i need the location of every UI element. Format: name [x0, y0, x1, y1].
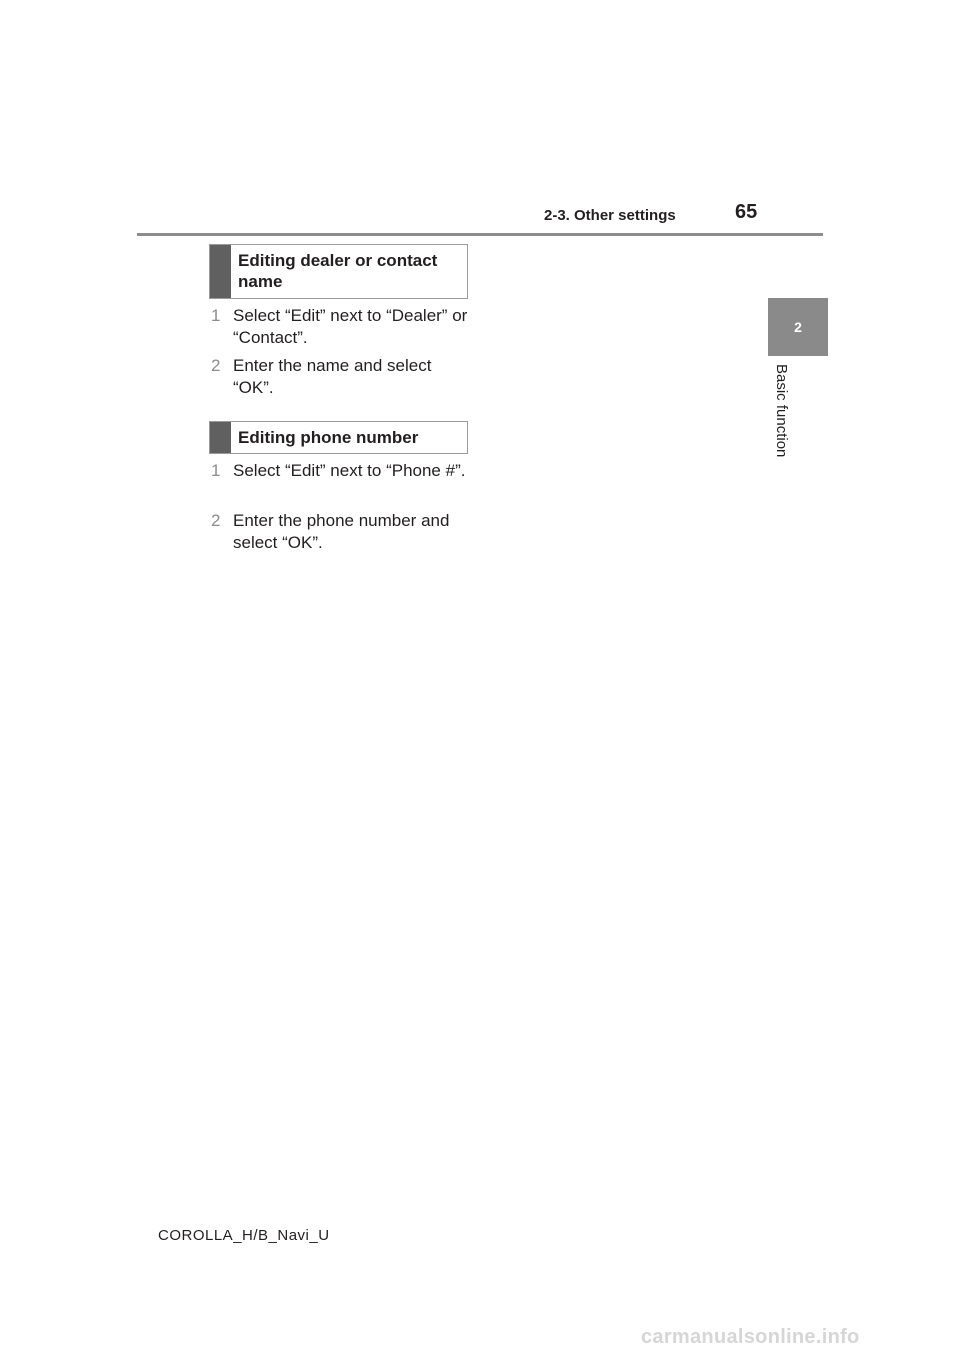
section-title: 2-3. Other settings [544, 207, 676, 224]
chapter-tab [768, 298, 828, 356]
watermark: carmanualsonline.info [641, 1326, 860, 1348]
section-heading-dealer-contact [209, 244, 468, 299]
step-number: 1 [211, 461, 221, 480]
page-number: 65 [735, 201, 758, 223]
step-number: 2 [211, 511, 221, 530]
step-text: Enter the name and select “OK”. [233, 356, 432, 397]
heading-text: Editing dealer or contact name [238, 251, 438, 291]
step-item [211, 460, 471, 482]
footer-doc-id: COROLLA_H/B_Navi_U [158, 1227, 330, 1244]
heading-marker [210, 422, 231, 453]
step-item [211, 305, 471, 349]
step-item [211, 510, 471, 554]
header-divider [137, 233, 823, 236]
heading-marker [210, 245, 231, 298]
section-heading-phone-number [209, 421, 468, 454]
chapter-number: 2 [794, 319, 802, 335]
step-item [211, 355, 471, 399]
step-text: Select “Edit” next to “Phone #”. [233, 461, 466, 480]
step-number: 2 [211, 356, 221, 375]
step-number: 1 [211, 306, 221, 325]
step-text: Select “Edit” next to “Dealer” or “Contact”. [233, 306, 468, 347]
chapter-title: Basic function [773, 364, 790, 458]
step-text: Enter the phone number and select “OK”. [233, 511, 450, 552]
heading-text: Editing phone number [238, 428, 419, 447]
